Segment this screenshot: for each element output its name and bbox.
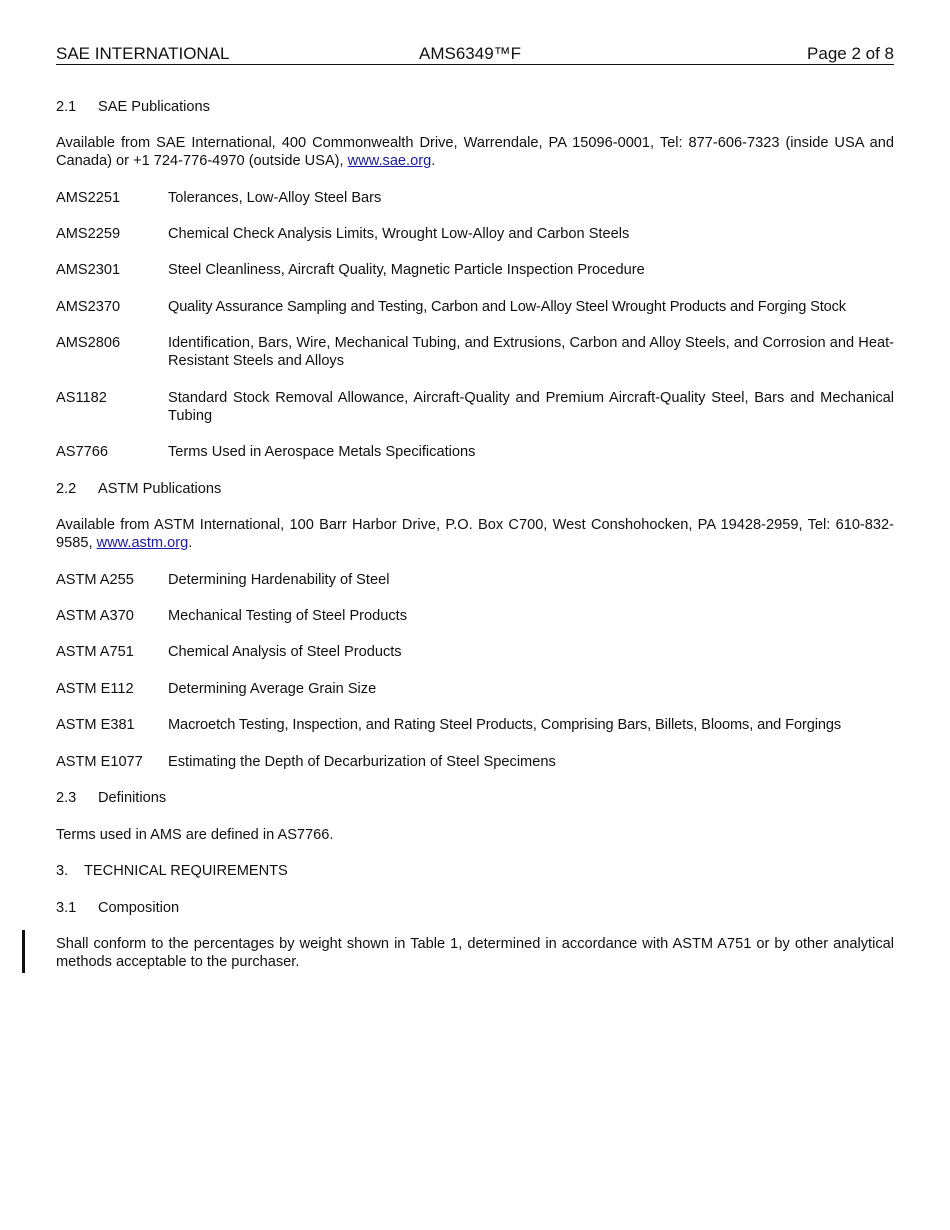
definitions-paragraph: Terms used in AMS are defined in AS7766.: [56, 827, 334, 843]
reference-code: AS7766: [56, 444, 108, 460]
reference-title: Determining Average Grain Size: [168, 681, 377, 697]
section-2-1-heading: [56, 98, 894, 116]
reference-title: Mechanical Testing of Steel Products: [168, 608, 408, 624]
reference-code: AS1182: [56, 390, 107, 406]
section-2-3-heading: [56, 789, 894, 807]
section-title: ASTM Publications: [98, 481, 222, 497]
sae-availability-text: Available from SAE International, 400 Commonwealth Drive, Warrendale, PA 15096-0001, Tel: 877-606-7323 (inside USA and Canada) or +1 724-776-4970 (outside USA),: [56, 135, 894, 169]
section-number: 2.1: [56, 99, 77, 115]
reference-title: Chemical Check Analysis Limits, Wrought Low-Alloy and Carbon Steels: [168, 226, 630, 242]
reference-title: Quality Assurance Sampling and Testing, Carbon and Low-Alloy Steel Wrought Products and Forging Stock: [168, 299, 846, 315]
section-2-2-heading: [56, 480, 894, 498]
reference-code: ASTM E1077: [56, 754, 143, 770]
section-3-1-heading: [56, 899, 894, 917]
reference-title: Macroetch Testing, Inspection, and Rating Steel Products, Comprising Bars, Billets, Blooms, and Forgings: [168, 717, 842, 733]
sae-availability-paragraph: [56, 134, 894, 170]
revision-change-bar: [22, 930, 25, 973]
section-title: Definitions: [98, 790, 167, 806]
header-organization: SAE INTERNATIONAL: [56, 44, 230, 63]
reference-code: ASTM A751: [56, 644, 134, 660]
astm-website-link[interactable]: www.astm.org: [96, 535, 189, 551]
sae-availability-end: .: [431, 153, 436, 169]
reference-title: Determining Hardenability of Steel: [168, 572, 390, 588]
section-title: Composition: [98, 900, 180, 916]
section-title: TECHNICAL REQUIREMENTS: [84, 863, 288, 879]
reference-code: AMS2251: [56, 190, 121, 206]
section-3-heading: [56, 862, 894, 880]
composition-paragraph: Shall conform to the percentages by weight shown in Table 1, determined in accordance with ASTM A751 or by other analytical methods acceptable to the purchaser.: [56, 936, 894, 970]
reference-title: Standard Stock Removal Allowance, Aircraft-Quality and Premium Aircraft-Quality Steel, Bars and Mechanical Tubing: [168, 390, 894, 424]
reference-title: Tolerances, Low-Alloy Steel Bars: [168, 190, 382, 206]
reference-code: ASTM E112: [56, 681, 134, 697]
section-number: 3.1: [56, 900, 77, 916]
reference-code: AMS2370: [56, 299, 121, 315]
header-page-number: Page 2 of 8: [807, 44, 894, 63]
reference-code: ASTM A370: [56, 608, 134, 624]
reference-title: Estimating the Depth of Decarburization of Steel Specimens: [168, 754, 556, 770]
astm-availability-text: Available from ASTM International, 100 Barr Harbor Drive, P.O. Box C700, West Conshohocken, PA 19428-2959, Tel: 610-832-9585,: [56, 517, 894, 551]
sae-website-link[interactable]: www.sae.org: [347, 153, 432, 169]
page-header: [56, 44, 894, 65]
reference-title: Chemical Analysis of Steel Products: [168, 644, 402, 660]
astm-availability-end: .: [188, 535, 193, 551]
reference-code: AMS2259: [56, 226, 121, 242]
reference-code: AMS2806: [56, 335, 121, 351]
section-number: 3.: [56, 863, 69, 879]
reference-code: ASTM A255: [56, 572, 134, 588]
header-document-number: AMS6349™F: [419, 44, 522, 63]
reference-title: Identification, Bars, Wire, Mechanical Tubing, and Extrusions, Carbon and Alloy Steels, and Corrosion and Heat-Resistant Steels and Alloys: [168, 335, 894, 369]
reference-title: Steel Cleanliness, Aircraft Quality, Magnetic Particle Inspection Procedure: [168, 262, 645, 278]
section-number: 2.3: [56, 790, 77, 806]
reference-title: Terms Used in Aerospace Metals Specifications: [168, 444, 476, 460]
astm-availability-paragraph: [56, 516, 894, 552]
section-title: SAE Publications: [98, 99, 210, 115]
reference-code: AMS2301: [56, 262, 121, 278]
section-number: 2.2: [56, 481, 77, 497]
reference-code: ASTM E381: [56, 717, 135, 733]
